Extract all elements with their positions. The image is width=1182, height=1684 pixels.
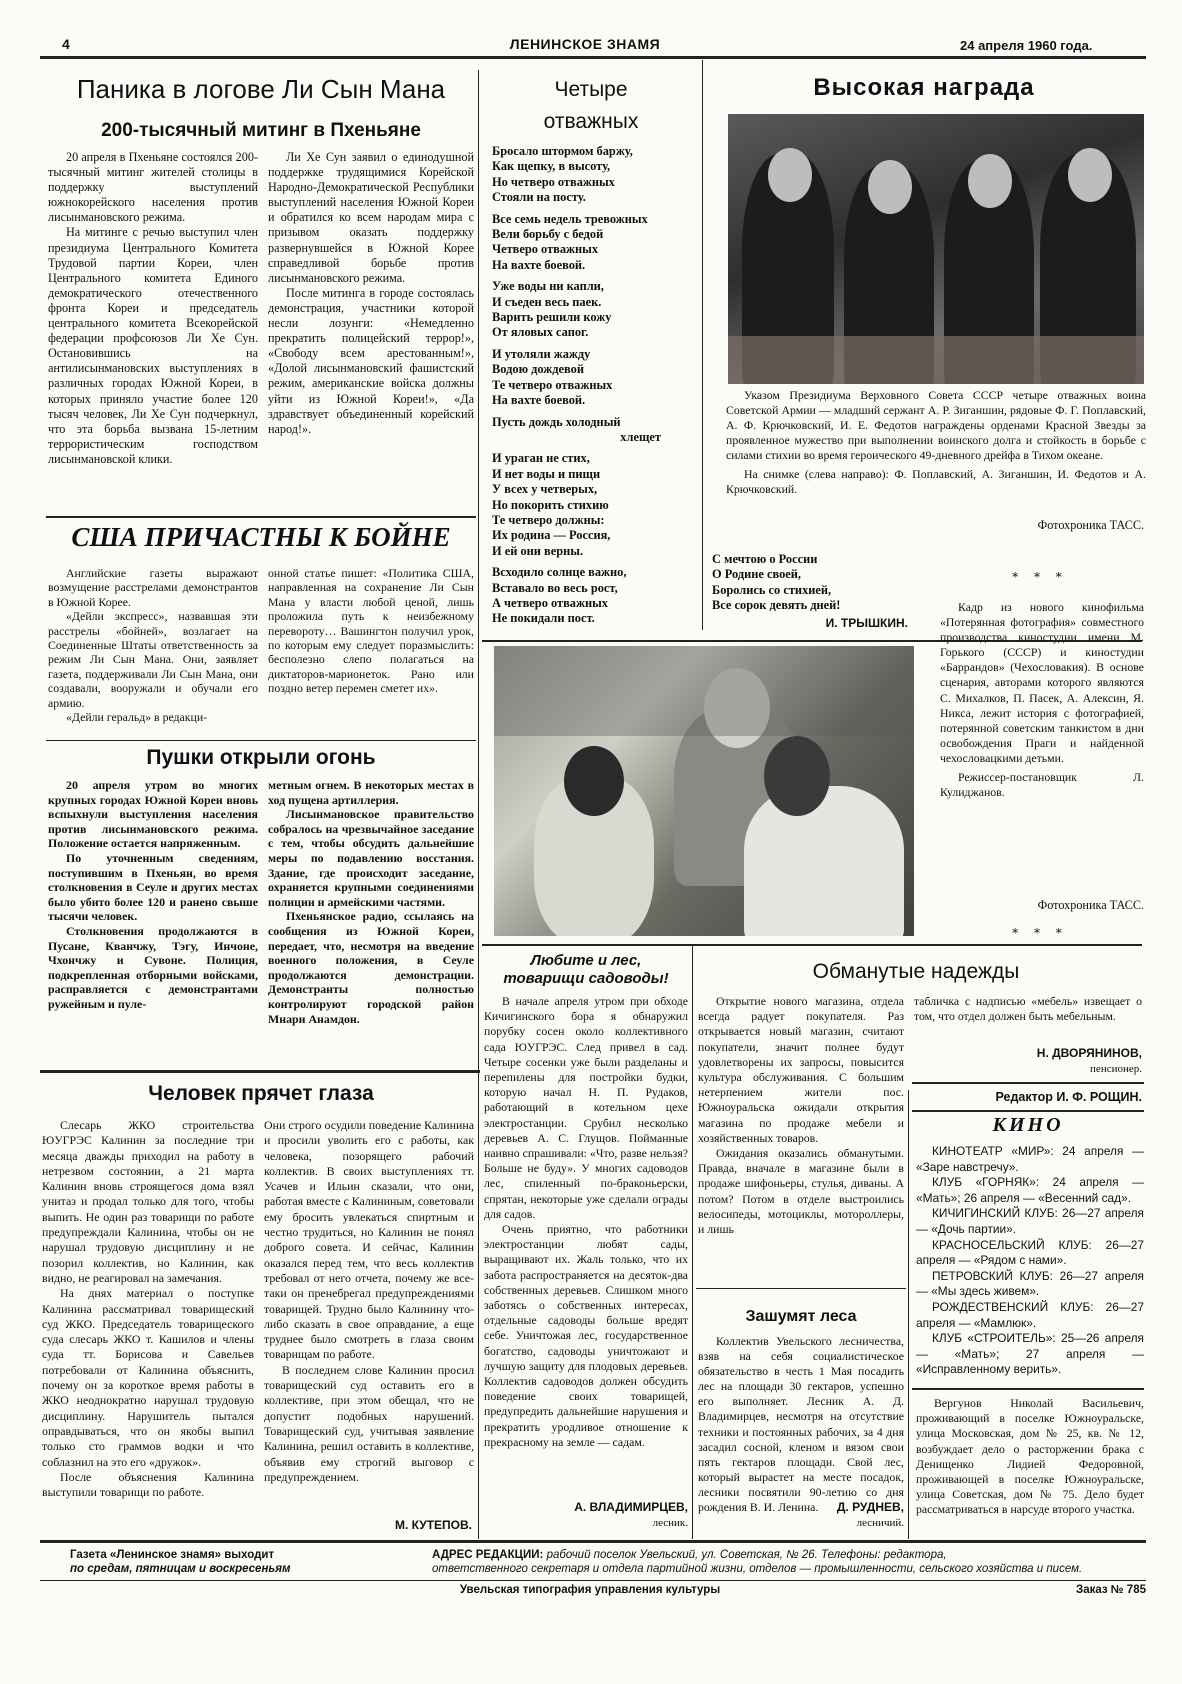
column-rule — [908, 1090, 909, 1539]
headline-panic: Паника в логове Ли Сын Мана — [76, 74, 446, 104]
newspaper-title: ЛЕНИНСКОЕ ЗНАМЯ — [509, 36, 661, 52]
usa-col2: онной статье пишет: «Политика США, направленная на сохранение Ли Сын Мана у власти любой ценой, лишь проложила путь к неизбежному перевороту… Вашингтон получил урок, по которым ему следует поразмыслить: бесполезно слепо полагаться на диктаторов-марионеток. Рано или поздно ветер перемен сметет их». — [268, 566, 474, 696]
film-text: Кадр из нового кинофильма «Потерянная фотография» совместного производства киностудии имени М. Горького (СССР) и киностудии «Баррандов» (Чехословакия). В основе сценария, авторами которого являются С. Михалков, П. Пасек, А. Алексин, Я. Никса, лежит история с фотографией, потерянной советским танкистом в дни освобождения Праги и найденной чехословацкими детьми. Режиссер-постановщик Л. Кулиджанов. — [940, 600, 1144, 800]
usa-col1: Английские газеты выражают возмущение расстрелами демонстрантов в Южной Корее. «Дейли экспресс», назвавшая эти расстрелы «бойней», возлагает на Соединенные Штаты ответственность за режим Ли Сын Мана. Они, заявляет газета, поддерживали Ли Сын Мана, они создавали, вооружали и обучали его армию. «Дейли геральд» в редакци- — [48, 566, 258, 725]
award-credit: Фотохроника ТАСС. — [1037, 518, 1144, 532]
poem-title-line1: Четыре — [554, 78, 628, 101]
role-rudnev: лесничий. — [856, 1517, 904, 1529]
footer-schedule: Газета «Ленинское знамя» выходит по средам, пятницам и воскресеньям — [70, 1549, 291, 1575]
footer-printer: Увельская типография управления культуры — [459, 1584, 721, 1596]
footer-order: Заказ № 785 — [1075, 1584, 1146, 1596]
headline-award: Высокая награда — [813, 74, 1035, 101]
kino-entry: КЛУБ «СТРОИТЕЛЬ»: 25—26 апреля — «Мать»; 27 апреля — «Исправленному верить». — [916, 1331, 1144, 1377]
footer-address: АДРЕС РЕДАКЦИИ: рабочий поселок Увельский, ул. Советская, № 26. Телефоны: редактора, ответственного секретаря и отдела партийной жизни, отделов — промышленности, сельского хозяйства и писем. — [432, 1549, 1083, 1575]
poem-title-line2: отважных — [543, 110, 639, 133]
film-credit: Фотохроника ТАСС. — [1037, 898, 1144, 912]
poem-body: Бросало штормом баржу, Как щепку, в высоту, Но четверо отважных Стояли на посту. Все семь недель тревожных Вели борьбу с бедой Четверо отважных На вахте боевой. Уже воды ни капли, И съеден весь паек. Варить решили кожу От яловых сапог. И утоляли жажду Водою дождевой Те четверо отважных На вахте боевой. Пусть дождь холодный хлещет И ураган не стих, И нет воды и пищи У всех у четверых, Но покорить стихию Те четверо должны: Их родина — Россия, И ей они верны. Всходило солнце важно, Вставало во весь рост, А четверо отважных Не покидали пост. — [492, 144, 661, 626]
footer-rule — [40, 1540, 1146, 1543]
film-still-photo — [494, 646, 914, 936]
obmanutye-col2: табличка с надписью «мебель» извещает о том, что отдел должен быть мебельным. — [914, 994, 1142, 1024]
kino-list — [916, 1144, 1144, 1378]
section-rule — [912, 1388, 1144, 1390]
signature-rudnev: Д. РУДНЕВ, — [836, 1500, 904, 1514]
section-rule — [912, 1110, 1144, 1112]
masthead-rule — [40, 56, 1146, 59]
section-rule — [696, 1288, 906, 1289]
issue-date: 24 апреля 1960 года. — [960, 38, 1093, 53]
headline-zashumyat: Зашумят леса — [745, 1308, 857, 1325]
footer-rule — [40, 1580, 1146, 1581]
headline-chelovek: Человек прячет глаза — [148, 1082, 374, 1105]
divorce-notice: Вергунов Николай Васильевич, проживающий в поселке Южноуральске, улица Московская, дом № 25, кв. № 12, возбуждает дело о расторжении брака с Денищенко Лидией Федоровной, проживающей в поселке Южноуральске, улица Советская, дом № 75. Дело будет рассматриваться в нарсуде второго участка. — [916, 1396, 1144, 1517]
kino-entry: КИНОТЕАТР «МИР»: 24 апреля — «Заре навстречу». — [916, 1144, 1144, 1174]
kino-entry: РОЖДЕСТВЕНСКИЙ КЛУБ: 26—27 апреля — «Мамлюк». — [916, 1299, 1144, 1330]
panic-col1: 20 апреля в Пхеньяне состоялся 200-тысячный митинг жителей столицы в поддержку выступлений южнокорейского населения против лисынмановского режима. На митинге с речью выступил член президиума Центрального Комитета Трудовой партии Кореи, член Центрального комитета Единого демократического отечественного фронта Кореи и председатель центрального комитета Всекорейской федерации профсоюзов Ли Хе Сун. Остановившись на антилисынмановских выступлениях в различных городах Южной Кореи, в которых приняло участие более 120 тысяч человек, Ли Хе Сун подчеркнул, что эта борьба вызвана 15-летним террористическим господством лисынмановской клики. — [48, 150, 258, 466]
poem-body-continued: С мечтою о России О Родине своей, Боролись со стихией, Все сорок девять дней! — [712, 552, 841, 613]
award-photo — [728, 114, 1144, 384]
zashumyat-text: Коллектив Увельского лесничества, взяв на себя социалистическое обязательство в честь 1 Мая посадить лес на площади 30 гектаров, успешно его выполняет. Лесник А. Д. Владимирцев, несмотря на отсутствие техники и постоянных рабочих, за 4 дня засадил сосной, кленом и вязом свои пять гектаров площади. Свой лес, который вырастет на месте посадок, лесники посвятили 90-летию со дня рождения В. И. Ленина. — [698, 1334, 904, 1515]
award-caption: Указом Президиума Верховного Совета СССР четыре отважных воина Советской Армии — младший сержант А. Р. Зиганшин, рядовые Ф. Г. Поплавский, А. Ф. Крючковский, И. Е. Федотов награждены орденами Красной Звезды за проявленное мужество при выполнении воинского долга и стойкость в борьбе с силами стихии во время героического 49-дневного дрейфа в Тихом океане. На снимке (слева направо): Ф. Поплавский, А. Зиганшин, И. Федотов и А. Крючковский. — [726, 388, 1146, 496]
guns-col1: 20 апреля утром во многих крупных городах Южной Кореи вновь вспыхнули выступления населения против лисынмановского режима. Положение остается напряженным. По уточненным сведениям, поступившим в Пхеньян, во время столкновения в Сеуле и других местах было убито более 120 и ранено свыше тысячи человек. Столкновения продолжаются в Пусане, Кванчжу, Тэгу, Инчоне, Чхончжу и Сувоне. Полиция, подкрепленная отборными войсками, расправляется с демонстрантами ружейным и пуле- — [48, 778, 258, 1011]
headline-lyubite-1: Любите и лес, — [530, 952, 642, 969]
subhead-panic: 200-тысячный митинг в Пхеньяне — [101, 120, 421, 141]
signature-vladimirtsev: А. ВЛАДИМИРЦЕВ, — [574, 1500, 688, 1514]
headline-obmanutye: Обманутые надежды — [812, 960, 1020, 983]
chelovek-col2: Они строго осудили поведение Калинина и просили уволить его с работы, как человека, позорящего рабочий коллектив. В своих выступлениях тт. Усачев и Ильин сказали, что они, работая вместе с Калининым, советовали ему бросить увлекаться спиртным и честно трудиться, но Калинин не понял доброго совета. И сейчас, Калинин оказался перед тем, что весь коллектив требовал от него отчета, почему же все-таки он пренебрегал предупреждениями товарищей. Трудно было Калинину что-либо сказать в свое оправдание, а еще труднее было смотреть в глаза своим товарищам по работе. В последнем слове Калинин просил товарищеский суд оставить его в коллективе, при этом обещал, что не допустит подобных нарушений. Товарищеский суд, учитывая заявление Калинина, решил оставить в коллективе, объявив ему строгий выговор с предупреждением. — [264, 1118, 474, 1484]
section-rule — [912, 1082, 1144, 1084]
newspaper-page: 4 ЛЕНИНСКОЕ ЗНАМЯ 24 апреля 1960 года. Паника в логове Ли Сын Мана 200-тысячный митинг в Пхеньяне 20 апреля в Пхеньяне состоялся 200-тысячный митинг жителей столицы в поддержку выступлений южнокорейского населения против лисынмановского режима. На митинге с речью выступил член президиума Центрального Комитета Трудовой партии Кореи, член Центрального комитета Единого демократического отечественного фронта Кореи и председатель центрального комитета Всекорейской федерации профсоюзов Ли Хе Сун. Остановившись на антилисынмановских выступлениях в различных городах Южной Кореи, в которых приняло участие более 120 тысяч человек, Ли Хе Сун подчеркнул, что эта борьба вызвана 15-летним террористическим господством лисынмановской клики. Ли Хе Сун заявил о единодушной поддержке трудящимися Корейской Народно-Демократической Республики выступлений населения Южной Кореи и обратился ко всем народам мира с призывом оказать поддержку развернувшейся в Южной Корее справедливой борьбе против лисынмановского режима. После митинга в городе состоялась демонстрация, участники которой несли лозунги: «Немедленно прекратить полицейский террор!», «Свободу всем арестованным!», «Долой лисынмановский фашистский режим, американские войска должны уйти из Южной Кореи!», «Да здравствует объединенный корейский народ!». США ПРИЧАСТНЫ К БОЙНЕ Английские газеты выражают возмущение расстрелами демонстрантов в Южной Корее. «Дейли экспресс», назвавшая эти расстрелы «бойней», возлагает на Соединенные Штаты ответственность за режим Ли Сын Мана. Они, заявляет газета, поддерживали Ли Сын Мана, они создавали, вооружали и обучали его армию. «Дейли геральд» в редакци- онной статье пишет: «Политика США, направленная на сохранение Ли Сын Мана у власти любой ценой, лишь проложила путь к неизбежному перевороту… Вашингтон получил урок, по которым ему следует поразмыслить: бесполезно слепо полагаться на диктаторов-марионеток. Рано или поздно ветер перемен сметет их». Пушки открыли огонь 20 апреля утром во многих крупных городах Южной Кореи вновь вспыхнули выступления населения против лисынмановского режима. Положение остается напряженным. По уточненным сведениям, поступившим в Пхеньян, во время столкновения в Сеуле и других местах было убито более 120 и ранено свыше тысячи человек. Столкновения продолжаются в Пусане, Кванчжу, Тэгу, Инчоне, Чхончжу и Сувоне. Полиция, подкрепленная отборными войсками, расправляется с демонстрантами ружейным и пуле- метным огнем. В некоторых местах в ход пущена артиллерия. Лисынмановское правительство собралось на чрезвычайное заседание с тем, чтобы обсудить дальнейшие меры по подавлению восстания. Здание, где происходит заседание, охраняется крупными соединениями полиции и армейскими частями. Пхеньянское радио, ссылаясь на сообщения из Южной Кореи, передает, что, несмотря на введение военного положения, в Сеуле продолжаются демонстрации. Демонстранты полностью контролируют городской район Мнари Анамдон. Человек прячет глаза Слесарь ЖКО строительства ЮУГРЭС Калинин за последние три месяца дважды приходил на работу в нетрезвом состоянии, а 21 марта Калинин вновь строящегося дома взял унитаз и продал только для того, чтобы выпить. Не один раз товарищи по работе предупреждали Калинина, чтобы он не нарушал трудовую дисциплину и не позорил коллектив, но Калинин, как видно, не реагировал на замечания. На днях материал о поступке Калинина рассматривал товарищеский суд ЖКО. Председатель товарищеского суда слесарь ЖКО т. Кашилов и члены суда тт. Борисова и Савельев потребовали от Калинина объяснить, почему он за короткое время работы в ЖКО неоднократно нарушал трудовую дисциплину. Нарушитель пытался оправдываться, что он якобы выпил только сто граммов водки и что соблазнил на это его «дружок». После объяснения Калинина выступили товарищи по работе. Они строго осудили поведение Калинина и просили уволить его с работы, как человека, позорящего рабочий коллектив. В своих выступлениях тт. Усачев и Ильин сказали, что они, работая вместе с Калининым, советовали ему бросить увлекаться спиртным и честно трудиться, но Калинин не понял доброго совета. И сейчас, Калинин оказался перед тем, что весь коллектив требовал от него отчета, почему же все-таки он пренебрегал предупреждениями товарищей. Трудно было Калинину что-либо сказать в свое оправдание, а еще труднее было смотреть в глаза своим товарищам по работе. В последнем слове Калинин просил товарищеский суд оставить его в коллективе, при этом обещал, что не допустит подобных нарушений. Товарищеский суд, учитывая заявление Калинина, решил оставить в коллективе, объявив ему строгий выговор с предупреждением. М. КУТЕПОВ. Четыре отважных Бросало штормом баржу, Как щепку, в высоту, Но четверо отважных Стояли на посту. Все семь недель тревожных Вели борьбу с бедой Четверо отважных На вахте боевой. Уже воды ни капли, И съеден весь паек. Варить решили кожу От яловых сапог. И утоляли жажду Водою дождевой Те четверо отважных На вахте боевой. Пусть дождь холодный хлещет И ураган не стих, И нет воды и пищи У всех у четверых, Но покорить стихию Те четверо должны: Их родина — Россия, И ей они верны. Всходило солнце важно, Вставало во весь рост, А четверо отважных Не покидали пост. С мечтою о России О Родине своей, Боролись со стихией, Все сорок девять дней! И. ТРЫШКИН. Высокая награда Указом Президиума Верховного Совета СССР четыре отважных воина Советской Армии — младший сержант А. Р. Зиганшин, рядовые Ф. Г. Поплавский, А. Ф. Крючковский, И. Е. Федотов награждены орденами Красной Звезды за проявленное мужество при выполнении воинского долга и стойкость в борьбе с силами стихии во время героического 49-дневного дрейфа в Тихом океане. На снимке (слева направо): Ф. Поплавский, А. Зиганшин, И. Федотов и А. Крючковский. Фотохроника ТАСС. * * * Кадр из нового кинофильма «Потерянная фотография» совместного производства киностудии имени М. Горького (СССР) и киностудии «Баррандов» (Чехословакия). В основе сценария, авторами которого являются С. Михалков, П. Пасек, А. Алексин, Я. Никса, лежит история с фотографией, потерянной советским танкистом в дни освобождения Праги и найденной чехословацкими детьми. Режиссер-постановщик Л. Кулиджанов. Фотохроника ТАСС. * * * Любите и лес, товарищи садоводы! В начале апреля утром при обходе Кичигинского бора я обнаружил порубку сосен около коллективного сада ЮУГРЭС. След привел в сад. Четыре сосенки уже были разделаны и перепилены для постройки будки, которую начал Н. П. Рудаков, работающий в котельном цехе электростанции. Срубил несколько деревьев А. С. Глущов. Пойманные наивно спрашивали: «Что, разве нельзя? Больше не буду». У многих садоводов лес, спиленный по-браконьерски, спрятан, некоторые уже сделали ограды для садов. Очень приятно, что работники электростанции любят сады, выращивают их. Жаль только, что их забота распространяется на десяток-два собственных деревьев. Слишком много заботясь о собственных интересах, отдельные садоводы больше вредят себе. Уничтожая лес, государственное богатство, садоводы уничтожают и лучшую защиту для плодовых деревьев. Коллектив садоводов должен обсудить поведение своих товарищей, предупредить дальнейшие нарушения и прекратить уродливое отношение к прекрасному на земле — садам. А. ВЛАДИМИРЦЕВ, лесник. Обманутые надежды Открытие нового магазина, отдела всегда радует покупателя. Раз открывается новый магазин, считают покупатели, значит полнее будут удовлетворены их запросы, повысится культура обслуживания. С большим нетерпением жители пос. Южноуральска ожидали открытия магазина по продаже мебели и хозяйственных товаров. Ожидания оказались обманутыми. Правда, вначале в магазине были в продаже шифоньеры, стулья, диваны. А потом? Потом в отделе выстроились велосипеды, мотоциклы, мотороллеры, и лишь табличка с надписью «мебель» извещает о том, что отдел должен быть мебельным. Н. ДВОРЯНИНОВ, пенсионер. Зашумят леса Коллектив Увельского лесничества, взяв на себя социалистическое обязательство в честь 1 Мая посадить лес на площади 30 гектаров, успешно его выполняет. Лесник А. Д. Владимирцев, несмотря на отсутствие техники и постоянных рабочих, за 4 дня засадил сосной, кленом и вязом свои пять гектаров площади. Свой лес, который вырастет на месте посадок, лесники посвятили 90-летию со дня рождения В. И. Ленина. Д. РУДНЕВ, лесничий. Редактор И. Ф. РОЩИН. КИНО КИНОТЕАТР «МИР»: 24 апреля — «Заре навстречу». КЛУБ «ГОРНЯК»: 24 апреля — «Мать»; 26 апреля — «Весенний сад». КИЧИГИНСКИЙ КЛУБ: 26—27 апреля — «Дочь партии». КРАСНОСЕЛЬСКИЙ КЛУБ: 26—27 апреля — «Рядом с нами». ПЕТРОВСКИЙ КЛУБ: 26—27 апреля — «Мы здесь живем». РОЖДЕСТВЕНСКИЙ КЛУБ: 26—27 апреля — «Мамлюк». КЛУБ «СТРОИТЕЛЬ»: 25—26 апреля — «Мать»; 27 апреля — «Исправленному верить». Вергунов Николай Васильевич, проживающий в поселке Южноуральске, улица Московская, дом № 25, кв. № 12, возбуждает дело о расторжении брака с Денищенко Лидией Федоровной, проживающей в поселке Южноуральске, улица Советская, дом № 75. Дело будет рассматриваться в нарсуде второго участка. Газета «Ленинское знамя» выходит по средам, пятницам и воскресеньям АДРЕС РЕДАКЦИИ: рабочий поселок Увельский, ул. Советская, № 26. Телефоны: редактора, ответственного секретаря и отдела партийной жизни, отделов — промышленности, сельского хозяйства и писем. Увельская типография управления культуры Заказ № 785 — [0, 0, 1182, 1684]
panic-col2: Ли Хе Сун заявил о единодушной поддержке трудящимися Корейской Народно-Демократической Республики выступлений населения Южной Кореи и обратился ко всем народам мира с призывом оказать поддержку развернувшейся в Южной Корее справедливой борьбе против лисынмановского режима. После митинга в городе состоялась демонстрация, участники которой несли лозунги: «Немедленно прекратить полицейский террор!», «Свободу всем арестованным!», «Долой лисынмановский фашистский режим, американские войска должны уйти из Южной Кореи!», «Да здравствует объединенный корейский народ!». — [268, 150, 474, 436]
signature-dvoryaninov: Н. ДВОРЯНИНОВ, — [1036, 1046, 1142, 1060]
obmanutye-col1: Открытие нового магазина, отдела всегда радует покупателя. Раз открывается новый магазин, считают покупатели, значит полнее будут удовлетворены их запросы, повысится культура обслуживания. С большим нетерпением жители пос. Южноуральска ожидали открытия магазина по продаже мебели и хозяйственных товаров. Ожидания оказались обманутыми. Правда, вначале в магазине были в продаже шифоньеры, стулья, диваны. А потом? Потом в отделе выстроились велосипеды, мотоциклы, мотороллеры, и лишь — [698, 994, 904, 1237]
section-rule — [40, 1070, 480, 1073]
headline-kino: КИНО — [992, 1114, 1064, 1136]
section-rule — [46, 516, 476, 518]
column-rule — [478, 944, 479, 1539]
role-dvoryaninov: пенсионер. — [1090, 1063, 1142, 1075]
guns-col2: метным огнем. В некоторых местах в ход пущена артиллерия. Лисынмановское правительство собралось на чрезвычайное заседание с тем, чтобы обсудить дальнейшие меры по подавлению восстания. Здание, где происходит заседание, охраняется крупными соединениями полиции и армейскими частями. Пхеньянское радио, ссылаясь на сообщения из Южной Кореи, передает, что, несмотря на введение военного положения, в Сеуле продолжаются демонстрации. Демонстранты полностью контролируют городской район Мнари Анамдон. — [268, 778, 474, 1026]
chelovek-col1: Слесарь ЖКО строительства ЮУГРЭС Калинин за последние три месяца дважды приходил на работу в нетрезвом состоянии, а 21 марта Калинин вновь строящегося дома взял унитаз и продал только для того, чтобы выпить. Не один раз товарищи по работе предупреждали Калинина, чтобы он не нарушал трудовую дисциплину и не позорил коллектив, но Калинин, как видно, не реагировал на замечания. На днях материал о поступке Калинина рассматривал товарищеский суд ЖКО. Председатель товарищеского суда слесарь ЖКО т. Кашилов и члены суда тт. Борисова и Савельев потребовали от Калинина объяснить, почему он за короткое время работы в ЖКО неоднократно нарушал трудовую дисциплину. Нарушитель пытался оправдываться, что он якобы выпил только сто граммов водки и что соблазнил на это его «дружок». После объяснения Калинина выступили товарищи по работе. — [42, 1118, 254, 1500]
column-rule — [692, 944, 693, 1539]
poem-author: И. ТРЫШКИН. — [825, 616, 908, 630]
column-rule — [702, 60, 703, 630]
role-vladimirtsev: лесник. — [652, 1517, 688, 1529]
column-rule — [478, 70, 479, 950]
section-rule — [46, 740, 476, 741]
lyubite-text: В начале апреля утром при обходе Кичигинского бора я обнаружил порубку сосен около коллективного сада ЮУГРЭС. След привел в сад. Четыре сосенки уже были разделаны и перепилены для постройки будки, которую начал Н. П. Рудаков, работающий в котельном цехе электростанции. Срубил несколько деревьев А. С. Глущов. Пойманные наивно спрашивали: «Что, разве нельзя? Больше не буду». У многих садоводов лес, спиленный по-браконьерски, спрятан, некоторые уже сделали ограды для садов. Очень приятно, что работники электростанции любят сады, выращивают их. Жаль только, что их забота распространяется на десяток-два собственных деревьев. Слишком много заботясь о собственных интересах, отдельные садоводы больше вредят себе. Уничтожая лес, государственное богатство, садоводы уничтожают и лучшую защиту для плодовых деревьев. Коллектив садоводов должен обсудить поведение своих товарищей, предупредить дальнейшие нарушения и прекратить уродливое отношение к прекрасному на земле — садам. — [484, 994, 688, 1449]
headline-lyubite-2: товарищи садоводы! — [503, 970, 669, 987]
kino-entry: ПЕТРОВСКИЙ КЛУБ: 26—27 апреля — «Мы здесь живем». — [916, 1268, 1144, 1299]
section-rule — [482, 944, 1142, 946]
editor-line: Редактор И. Ф. РОЩИН. — [995, 1090, 1142, 1104]
page-number: 4 — [62, 36, 70, 52]
kino-entry: КЛУБ «ГОРНЯК»: 24 апреля — «Мать»; 26 апреля — «Весенний сад». — [916, 1175, 1144, 1205]
headline-guns: Пушки открыли огонь — [146, 746, 376, 769]
signature-kutepov: М. КУТЕПОВ. — [394, 1518, 472, 1532]
headline-usa: США ПРИЧАСТНЫ К БОЙНЕ — [71, 522, 451, 552]
kino-entry: КРАСНОСЕЛЬСКИЙ КЛУБ: 26—27 апреля — «Рядом с нами». — [916, 1237, 1144, 1268]
kino-entry: КИЧИГИНСКИЙ КЛУБ: 26—27 апреля — «Дочь партии». — [916, 1206, 1144, 1236]
